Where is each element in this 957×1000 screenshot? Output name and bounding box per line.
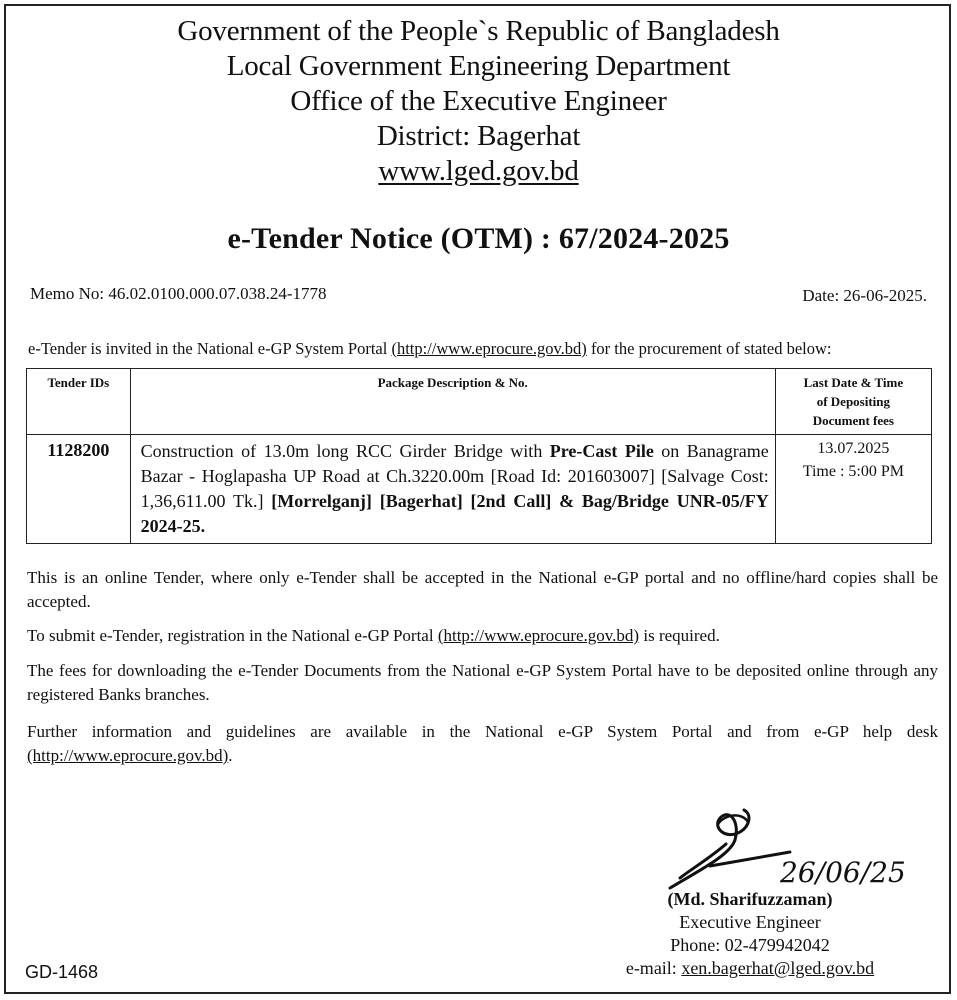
tender-table: [26, 368, 932, 544]
notice-title: e-Tender Notice (OTM) : 67/2024-2025: [227, 222, 730, 255]
district-line: District: Bagerhat: [376, 120, 581, 152]
last-date-cell: 13.07.2025 Time : 5:00 PM: [775, 435, 931, 544]
header-tender-id: Tender IDs: [27, 369, 131, 435]
letterhead: [0, 14, 957, 189]
eprocure-link[interactable]: (http://www.eprocure.gov.bd): [391, 339, 587, 358]
website-link[interactable]: www.lged.gov.bd: [378, 155, 579, 187]
intro-text: e-Tender is invited in the National e-GP System Portal (http://www.eprocure.gov.bd) for the procurement of stated below:: [28, 339, 832, 358]
eprocure-link[interactable]: (http://www.eprocure.gov.bd): [27, 746, 229, 765]
signatory-email-line: e-mail: xen.bagerhat@lged.gov.bd: [625, 958, 875, 978]
signatory-phone: Phone: 02-479942042: [670, 935, 830, 955]
notice-date: Date: 26-06-2025.: [802, 286, 927, 305]
signature-drawing: [640, 800, 940, 900]
header-package-description: Package Description & No.: [130, 369, 775, 435]
fees-paragraph: The fees for downloading the e-Tender Documents from the National e-GP System Portal have to be deposited online through any registered Banks branches.: [27, 661, 938, 704]
table-row: [27, 435, 932, 544]
email-link[interactable]: xen.bagerhat@lged.gov.bd: [681, 958, 875, 978]
signatory-name: (Md. Sharifuzzaman): [667, 889, 833, 909]
signature-date: 26/06/25: [780, 856, 906, 889]
package-description-cell: Construction of 13.0m long RCC Girder Bridge with Pre-Cast Pile on Banagrame Bazar - Hoglapasha UP Road at Ch.3220.00m [Road Id: 201603007] [Salvage Cost: 1,36,611.00 Tk.] [Morrelganj] [Bagerhat] [2nd Call] & Bag/Bridge UNR-05/FY 2024-25.: [130, 435, 775, 544]
signatory-designation: Executive Engineer: [679, 912, 821, 932]
eprocure-link[interactable]: (http://www.eprocure.gov.bd): [437, 626, 640, 645]
signatory-block: [560, 888, 940, 980]
tender-id-cell: 1128200: [27, 435, 131, 544]
further-info-paragraph: Further information and guidelines are available in the National e-GP System Portal and from e-GP help desk (http://www.eprocure.gov.bd).: [27, 722, 938, 765]
department-line: Local Government Engineering Department: [226, 50, 731, 82]
header-last-date: Last Date & Time of Depositing Document fees: [775, 369, 931, 435]
registration-paragraph: To submit e-Tender, registration in the National e-GP Portal (http://www.eprocure.gov.bd) is required.: [27, 626, 720, 645]
govt-line: Government of the People`s Republic of Bangladesh: [177, 15, 780, 47]
footer-code: GD-1468: [25, 962, 99, 982]
memo-number: Memo No: 46.02.0100.000.07.038.24-1778: [30, 284, 327, 303]
online-tender-paragraph: This is an online Tender, where only e-Tender shall be accepted in the National e-GP portal and no offline/hard copies shall be accepted.: [27, 568, 938, 611]
office-line: Office of the Executive Engineer: [290, 85, 667, 117]
